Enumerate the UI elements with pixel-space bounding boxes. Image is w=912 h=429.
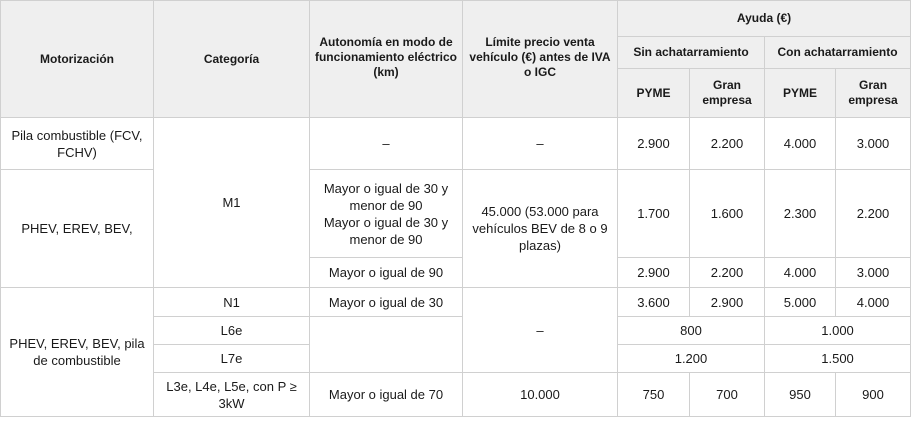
cell-limite: – bbox=[463, 288, 618, 373]
header-con-achatarramiento: Con achatarramiento bbox=[765, 37, 911, 69]
cell-sin-pyme: 2.900 bbox=[618, 258, 690, 288]
header-limite-precio: Límite precio venta vehículo (€) antes de IVA o IGC bbox=[463, 1, 618, 118]
cell-sin-gran-empresa: 2.900 bbox=[690, 288, 765, 317]
header-con-pyme: PYME bbox=[765, 69, 836, 118]
cell-con-gran-empresa: 4.000 bbox=[836, 288, 911, 317]
autonomia-line-a: Mayor o igual de 30 y menor de 90 bbox=[323, 180, 449, 213]
cell-sin-gran-empresa: 2.200 bbox=[690, 258, 765, 288]
cell-con-pyme: 4.000 bbox=[765, 258, 836, 288]
cell-con-gran-empresa: 3.000 bbox=[836, 258, 911, 288]
cell-con-gran-empresa: 2.200 bbox=[836, 170, 911, 258]
cell-con-pyme: 4.000 bbox=[765, 118, 836, 170]
header-sin-achatarramiento: Sin achatarramiento bbox=[618, 37, 765, 69]
header-con-gran-empresa: Gran empresa bbox=[836, 69, 911, 118]
cell-autonomia-empty bbox=[310, 317, 463, 373]
cell-motorizacion: PHEV, EREV, BEV, bbox=[1, 170, 154, 288]
cell-autonomia bbox=[310, 170, 463, 258]
header-autonomia: Autonomía en modo de funcionamiento eléctrico (km) bbox=[310, 1, 463, 118]
cell-sin-pyme: 3.600 bbox=[618, 288, 690, 317]
cell-motorizacion: Pila combustible (FCV, FCHV) bbox=[1, 118, 154, 170]
table-row bbox=[1, 288, 911, 317]
cell-con-gran-empresa: 3.000 bbox=[836, 118, 911, 170]
cell-categoria-m1: M1 bbox=[154, 118, 310, 288]
cell-sin-achatarramiento: 800 bbox=[618, 317, 765, 345]
cell-sin-pyme: 2.900 bbox=[618, 118, 690, 170]
cell-sin-achatarramiento: 1.200 bbox=[618, 345, 765, 373]
header-ayuda: Ayuda (€) bbox=[618, 1, 911, 37]
cell-con-achatarramiento: 1.500 bbox=[765, 345, 911, 373]
autonomia-line-b: Mayor o igual de 30 y menor de 90 bbox=[323, 214, 449, 247]
header-motorizacion: Motorización bbox=[1, 1, 154, 118]
cell-con-pyme: 950 bbox=[765, 373, 836, 417]
cell-autonomia: Mayor o igual de 30 bbox=[310, 288, 463, 317]
cell-con-pyme: 2.300 bbox=[765, 170, 836, 258]
cell-sin-pyme: 1.700 bbox=[618, 170, 690, 258]
cell-con-pyme: 5.000 bbox=[765, 288, 836, 317]
cell-limite: 45.000 (53.000 para vehículos BEV de 8 o 9 plazas) bbox=[463, 170, 618, 288]
cell-categoria: L6e bbox=[154, 317, 310, 345]
cell-sin-gran-empresa: 700 bbox=[690, 373, 765, 417]
cell-sin-pyme: 750 bbox=[618, 373, 690, 417]
cell-autonomia: Mayor o igual de 70 bbox=[310, 373, 463, 417]
cell-sin-gran-empresa: 2.200 bbox=[690, 118, 765, 170]
cell-categoria: L7e bbox=[154, 345, 310, 373]
cell-con-gran-empresa: 900 bbox=[836, 373, 911, 417]
cell-motorizacion: PHEV, EREV, BEV, pila de combustible bbox=[1, 288, 154, 417]
cell-limite: – bbox=[463, 118, 618, 170]
cell-categoria: L3e, L4e, L5e, con P ≥ 3kW bbox=[154, 373, 310, 417]
cell-limite: 10.000 bbox=[463, 373, 618, 417]
cell-autonomia: – bbox=[310, 118, 463, 170]
header-categoria: Categoría bbox=[154, 1, 310, 118]
header-sin-gran-empresa: Gran empresa bbox=[690, 69, 765, 118]
cell-con-achatarramiento: 1.000 bbox=[765, 317, 911, 345]
header-sin-pyme: PYME bbox=[618, 69, 690, 118]
cell-sin-gran-empresa: 1.600 bbox=[690, 170, 765, 258]
table-row bbox=[1, 118, 911, 170]
table-row bbox=[1, 170, 911, 258]
cell-categoria: N1 bbox=[154, 288, 310, 317]
cell-autonomia: Mayor o igual de 90 bbox=[310, 258, 463, 288]
